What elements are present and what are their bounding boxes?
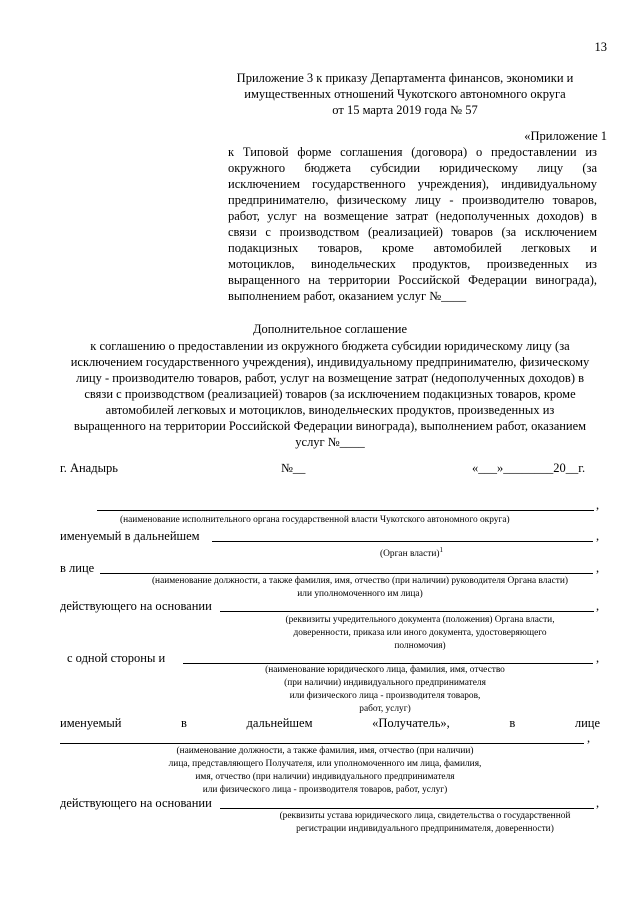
appendix-header-line: имущественных отношений Чукотского автономного округа — [244, 87, 566, 101]
hint-line: (наименование юридического лица, фамилия, имя, отчество — [265, 665, 505, 675]
authority-basis-hint — [250, 614, 590, 653]
authority-alias-field[interactable] — [212, 541, 593, 542]
recipient-word: в — [181, 716, 187, 730]
comma: , — [596, 796, 600, 810]
annex-line: к Типовой форме соглашения (договора) о предоставлении из — [228, 145, 597, 159]
agreement-line: автомобилей легковых и мотоциклов, винодельческих продуктов, произведенных из — [105, 403, 555, 417]
one-side-label: с одной стороны и — [67, 651, 166, 665]
agreement-title: Дополнительное соглашение — [252, 322, 408, 336]
agreement-line: к соглашению о предоставлении из окружного бюджета субсидии юридическому лицу (за — [90, 339, 570, 353]
agreement-line: исключением государственного учреждения), индивидуальному предпринимателю, физическому — [70, 355, 590, 369]
city: г. Анадырь — [60, 461, 118, 475]
comma: , — [596, 651, 600, 665]
annex-line: исключением государственного учреждения), индивидуальному — [228, 177, 597, 191]
hint-line: (при наличии) индивидуального предпринимателя — [284, 678, 486, 688]
annex-text — [228, 144, 597, 304]
authority-name-hint: (наименование исполнительного органа государственной власти Чукотского автономного округа) — [120, 515, 510, 525]
hint-line: (реквизиты учредительного документа (положения) Органа власти, — [285, 615, 555, 625]
recipient-basis-hint — [250, 810, 600, 836]
hint-line: (реквизиты устава юридического лица, свидетельства о государственной — [279, 811, 571, 821]
agreement-date: «___»________20__г. — [472, 461, 586, 475]
recipient-representative-field[interactable] — [60, 743, 584, 744]
hereinafter-label: именуемый в дальнейшем — [60, 529, 200, 543]
acting-basis-label: действующего на основании — [60, 599, 212, 613]
hint-line: или физического лица - производителя товаров, — [289, 691, 481, 701]
recipient-basis-field[interactable] — [220, 808, 594, 809]
appendix-header-line: от 15 марта 2019 года № 57 — [332, 103, 478, 117]
recipient-name-hint — [230, 664, 540, 716]
annex-line: выращенного на территории Российской Федерации винограда), — [228, 273, 597, 287]
agreement-line: услуг №____ — [295, 435, 365, 449]
recipient-word: именуемый — [60, 716, 122, 730]
annex-line: работ, услуг на возмещение затрат (недополученных доходов) в — [228, 209, 597, 223]
authority-name-field[interactable] — [97, 510, 594, 511]
annex-line: связи с производством (реализацией) товаров (за исключением — [228, 225, 597, 239]
annex-line: выполнением работ, оказанием услуг №____ — [228, 289, 467, 303]
agreement-number: №__ — [281, 461, 306, 475]
annex-line: предпринимателю, физическому лицу - производителю товаров, — [228, 193, 597, 207]
in-person-label: в лице — [60, 561, 95, 575]
agreement-line: выращенного на территории Российской Федерации винограда), выполнением работ, оказанием — [73, 419, 587, 433]
recipient-word: лице — [574, 716, 600, 730]
annex-line: окружного бюджета субсидии юридическому лицу (за — [228, 161, 597, 175]
acting-basis-label-2: действующего на основании — [60, 796, 212, 810]
hint-line: (наименование должности, а также фамилия, имя, отчество (при наличии) — [176, 746, 474, 756]
recipient-word: дальнейшем — [246, 716, 313, 730]
comma: , — [587, 731, 591, 745]
hint-line: полномочия) — [394, 641, 446, 651]
hint-line: имя, отчество (при наличии) индивидуального предпринимателя — [195, 772, 455, 782]
comma: , — [596, 498, 600, 512]
hint-line: (наименование должности, а также фамилия, имя, отчество (при наличии) руководителя Органа власти) — [151, 576, 569, 586]
annex-line: подакцизных товаров, кроме автомобилей легковых и — [228, 241, 597, 255]
appendix-header — [210, 70, 600, 118]
hint-line: регистрации индивидуального предпринимателя, доверенности) — [296, 824, 554, 834]
agreement-line: лицу - производителю товаров, работ, услуг на возмещение затрат (недополученных доходов) в — [75, 371, 585, 385]
appendix-header-line: Приложение 3 к приказу Департамента финансов, экономики и — [236, 71, 574, 85]
recipient-word: «Получатель», — [372, 716, 450, 730]
agreement-line: связи с производством (реализацией) товаров (за исключением подакцизных товаров, кроме — [84, 387, 576, 401]
comma: , — [596, 599, 600, 613]
comma: , — [596, 561, 600, 575]
recipient-word: в — [509, 716, 516, 730]
comma: , — [596, 529, 600, 543]
authority-basis-field[interactable] — [220, 611, 594, 612]
recipient-representative-hint — [90, 745, 560, 797]
footnote-mark: 1 — [439, 546, 443, 554]
annex-title: «Приложение 1 — [524, 129, 607, 143]
annex-line: мотоциклов, винодельческих продуктов, произведенных из — [228, 257, 597, 271]
hint-line: или физического лица - производителя товаров, работ, услуг) — [202, 785, 448, 795]
recipient-hereinafter-row — [60, 715, 600, 731]
head-person-field[interactable] — [100, 573, 593, 574]
agreement-description — [55, 338, 605, 450]
authority-abbr-text: (Орган власти) — [380, 549, 440, 560]
authority-abbr-hint — [380, 544, 443, 561]
page-number: 13 — [594, 40, 607, 54]
hint-line: доверенности, приказа или иного документа, удостоверяющего — [293, 628, 547, 638]
hint-line: или уполномоченного им лица) — [297, 589, 423, 599]
hint-line: лица, представляющего Получателя, или уполномоченного им лица, фамилия, — [168, 759, 482, 769]
hint-line: работ, услуг) — [359, 704, 411, 714]
